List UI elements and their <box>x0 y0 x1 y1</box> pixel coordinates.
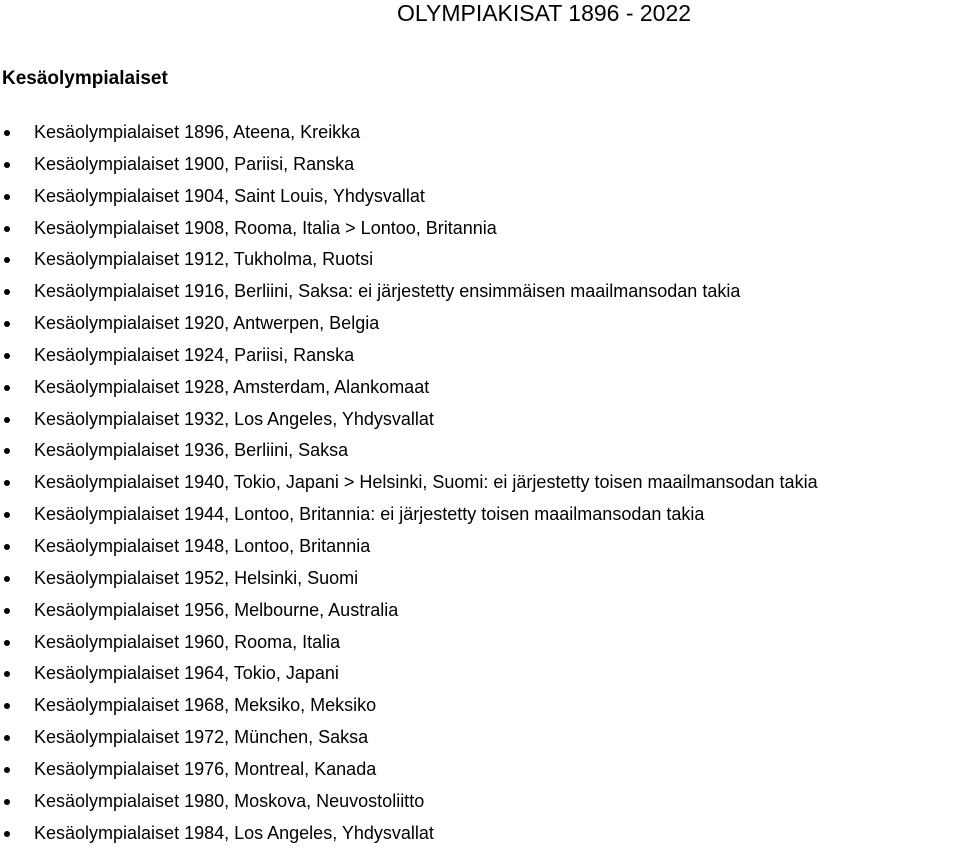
list-item <box>0 627 818 659</box>
list-item-text: Kesäolympialaiset 1976, Montreal, Kanada <box>34 758 377 779</box>
list-item-text: Kesäolympialaiset 1916, Berliini, Saksa: ei järjestetty ensimmäisen maailmansodan takia <box>34 281 741 302</box>
list-item-text: Kesäolympialaiset 1912, Tukholma, Ruotsi <box>34 249 374 270</box>
list-item <box>0 467 818 499</box>
list-item <box>0 213 818 245</box>
section-heading: Kesäolympialaiset <box>2 68 168 89</box>
list-item <box>0 435 818 467</box>
list-item <box>0 595 818 627</box>
list-item <box>0 340 818 372</box>
list-item <box>0 818 818 849</box>
list-item-text: Kesäolympialaiset 1908, Rooma, Italia > Lontoo, Britannia <box>34 217 497 238</box>
list-item <box>0 563 818 595</box>
bullet-icon <box>4 194 10 200</box>
list-item <box>0 658 818 690</box>
list-item-text: Kesäolympialaiset 1964, Tokio, Japani <box>34 663 339 684</box>
list-item <box>0 531 818 563</box>
list-item-text: Kesäolympialaiset 1932, Los Angeles, Yhdysvallat <box>34 408 434 429</box>
list-item <box>0 276 818 308</box>
bullet-icon <box>4 640 10 646</box>
list-item-text: Kesäolympialaiset 1896, Ateena, Kreikka <box>34 122 361 142</box>
bullet-icon <box>4 353 10 359</box>
list-item-text: Kesäolympialaiset 1944, Lontoo, Britannia: ei järjestetty toisen maailmansodan takia <box>34 504 705 525</box>
summer-games-list <box>0 117 818 849</box>
bullet-icon <box>4 321 10 327</box>
bullet-icon <box>4 576 10 582</box>
list-item <box>0 404 818 436</box>
bullet-icon <box>4 512 10 518</box>
bullet-icon <box>4 130 10 136</box>
list-item-text: Kesäolympialaiset 1956, Melbourne, Australia <box>34 599 399 620</box>
list-item <box>0 244 818 276</box>
list-item-text: Kesäolympialaiset 1968, Meksiko, Meksiko <box>34 695 377 716</box>
list-item <box>0 149 818 181</box>
bullet-icon <box>4 831 10 837</box>
list-item-text: Kesäolympialaiset 1940, Tokio, Japani > Helsinki, Suomi: ei järjestetty toisen maailmansodan takia <box>34 472 818 493</box>
bullet-icon <box>4 448 10 454</box>
list-item-text: Kesäolympialaiset 1904, Saint Louis, Yhdysvallat <box>34 185 425 206</box>
list-item <box>0 308 818 340</box>
list-item-text: Kesäolympialaiset 1984, Los Angeles, Yhdysvallat <box>34 822 434 843</box>
list-item-text: Kesäolympialaiset 1924, Pariisi, Ranska <box>34 344 355 365</box>
list-item-text: Kesäolympialaiset 1900, Pariisi, Ranska <box>34 153 355 174</box>
bullet-icon <box>4 226 10 232</box>
list-item <box>0 117 818 149</box>
bullet-icon <box>4 735 10 741</box>
bullet-icon <box>4 608 10 614</box>
bullet-icon <box>4 544 10 550</box>
list-item-text: Kesäolympialaiset 1928, Amsterdam, Alankomaat <box>34 376 430 397</box>
bullet-icon <box>4 257 10 263</box>
document-title: OLYMPIAKISAT 1896 - 2022 <box>397 0 692 26</box>
bullet-icon <box>4 417 10 423</box>
list-item <box>0 499 818 531</box>
list-item-text: Kesäolympialaiset 1936, Berliini, Saksa <box>34 440 349 461</box>
list-item <box>0 372 818 404</box>
list-item <box>0 786 818 818</box>
bullet-icon <box>4 799 10 805</box>
list-item-text: Kesäolympialaiset 1948, Lontoo, Britannia <box>34 535 371 556</box>
bullet-icon <box>4 671 10 677</box>
bullet-icon <box>4 703 10 709</box>
bullet-icon <box>4 385 10 391</box>
bullet-icon <box>4 480 10 486</box>
list-item <box>0 690 818 722</box>
list-item-text: Kesäolympialaiset 1952, Helsinki, Suomi <box>34 567 359 588</box>
list-item-text: Kesäolympialaiset 1920, Antwerpen, Belgia <box>34 313 380 334</box>
bullet-icon <box>4 767 10 773</box>
list-item-text: Kesäolympialaiset 1980, Moskova, Neuvostoliitto <box>34 790 425 811</box>
list-item <box>0 722 818 754</box>
list-item <box>0 754 818 786</box>
bullet-icon <box>4 162 10 168</box>
list-item <box>0 181 818 213</box>
bullet-icon <box>4 289 10 295</box>
list-item-text: Kesäolympialaiset 1960, Rooma, Italia <box>34 631 341 652</box>
list-item-text: Kesäolympialaiset 1972, München, Saksa <box>34 727 369 748</box>
